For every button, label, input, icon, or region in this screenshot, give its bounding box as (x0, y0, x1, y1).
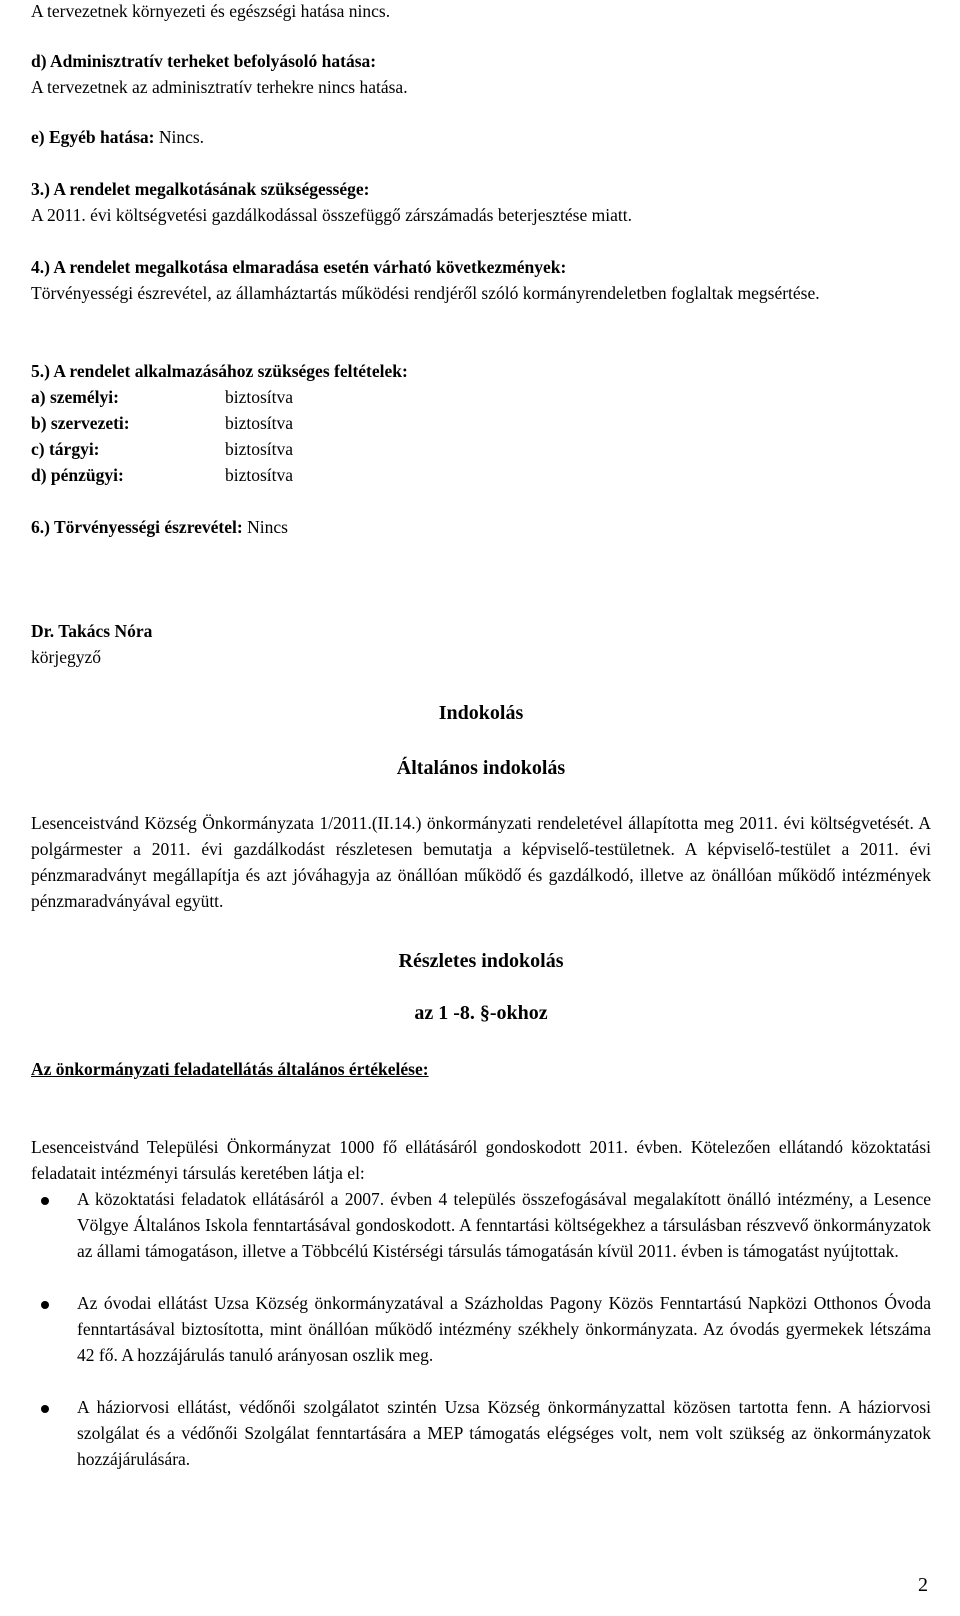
condition-value: biztosítva (225, 387, 294, 407)
detail-indoklas-title: Részletes indokolás (398, 950, 564, 972)
list-item-text: A közoktatási feladatok ellátásáról a 2007. évben 4 település összefogásával megalakított önálló intézmény, a Lesence Völgye Általános Iskola fenntartásával gondoskodott. A fenntartási költségekhez a társulásban részvevő önkormányzatok az állami támogatáson, illetve a Többcélú Kistérségi társulás támogatásán kívül 2011. évben is támogatást nyújtottak. (77, 1189, 931, 1261)
condition-row (31, 436, 931, 462)
signatory-name: Dr. Takács Nóra (31, 621, 153, 641)
condition-key: b) szervezeti: (31, 413, 130, 433)
condition-value: biztosítva (225, 413, 294, 433)
section-e-value: Nincs. (154, 127, 205, 147)
bullet-icon (41, 1197, 49, 1205)
list-item (31, 1186, 931, 1264)
list-item (31, 1290, 931, 1368)
condition-value: biztosítva (225, 465, 294, 485)
condition-key: c) tárgyi: (31, 439, 100, 459)
detail-indoklas-sub: az 1 -8. §-okhoz (414, 1002, 548, 1024)
evaluation-intro: Lesenceistvánd Települési Önkormányzat 1000 fő ellátásáról gondoskodott 2011. évben. Kötelezően ellátandó közoktatási feladatait intézményi társulás keretében látja el: (31, 1137, 931, 1183)
section-d-heading: d) Adminisztratív terheket befolyásoló hatása: (31, 51, 377, 71)
conditions-list (31, 384, 931, 488)
section-d-text: A tervezetnek az adminisztratív terhekre nincs hatása. (31, 77, 408, 97)
page-number: 2 (918, 1574, 928, 1596)
condition-row (31, 410, 931, 436)
section-e-label: e) Egyéb hatása: (31, 127, 155, 147)
condition-value: biztosítva (225, 439, 294, 459)
list-item-text: Az óvodai ellátást Uzsa Község önkormányzatával a Százholdas Pagony Közös Fenntartású Napközi Otthonos Óvoda fenntartásával biztosította, mint önállóan működő intézmény székhely önkormányzata. Az óvodás gyermekek létszáma 42 fő. A hozzájárulás tanuló arányosan oszlik meg. (77, 1293, 931, 1365)
section-5-heading: 5.) A rendelet alkalmazásához szükséges feltételek: (31, 361, 408, 381)
section-6-label: 6.) Törvényességi észrevétel: (31, 517, 243, 537)
condition-key: d) pénzügyi: (31, 465, 124, 485)
section-4-heading: 4.) A rendelet megalkotása elmaradása esetén várható következmények: (31, 257, 567, 277)
general-indoklas-title: Általános indokolás (396, 757, 566, 779)
general-indoklas-text: Lesenceistvánd Község Önkormányzata 1/2011.(II.14.) önkormányzati rendeletével állapította meg 2011. évi költségvetését. A polgármester a 2011. évi gazdálkodást részletesen bemutatja a képviselő-testületnek. A képviselő-testület a 2011. évi pénzmaradványt megállapítja és azt jóváhagyja az önállóan működő és gazdálkodó, illetve az önállóan működő intézmények pénzmaradványával együtt. (31, 813, 931, 911)
indoklas-title: Indokolás (438, 702, 524, 724)
condition-key: a) személyi: (31, 387, 119, 407)
evaluation-heading: Az önkormányzati feladatellátás általános értékelése: (31, 1059, 429, 1079)
section-3-text: A 2011. évi költségvetési gazdálkodással összefüggő zárszámadás beterjesztése miatt. (31, 205, 632, 225)
section-3-heading: 3.) A rendelet megalkotásának szükségessége: (31, 179, 370, 199)
section-6-value: Nincs (247, 517, 288, 537)
bullet-icon (41, 1301, 49, 1309)
list-item-text: A háziorvosi ellátást, védőnői szolgálatot szintén Uzsa Község önkormányzattal közösen tartotta fenn. A háziorvosi szolgálat és a védőnői Szolgálat fenntartására a MEP támogatás elégséges volt, nem volt szükség az önkormányzatok hozzájárulására. (77, 1397, 931, 1469)
environment-impact-text: A tervezetnek környezeti és egészségi hatása nincs. (31, 1, 391, 21)
list-item (31, 1394, 931, 1472)
section-4-text: Törvényességi észrevétel, az államháztartás működési rendjéről szóló kormányrendeletben foglaltak megsértése. (31, 283, 820, 303)
section-e (31, 124, 204, 150)
signatory-title: körjegyző (31, 647, 101, 667)
condition-row (31, 384, 931, 410)
bullet-icon (41, 1405, 49, 1413)
section-6 (31, 514, 288, 540)
condition-row (31, 462, 931, 488)
